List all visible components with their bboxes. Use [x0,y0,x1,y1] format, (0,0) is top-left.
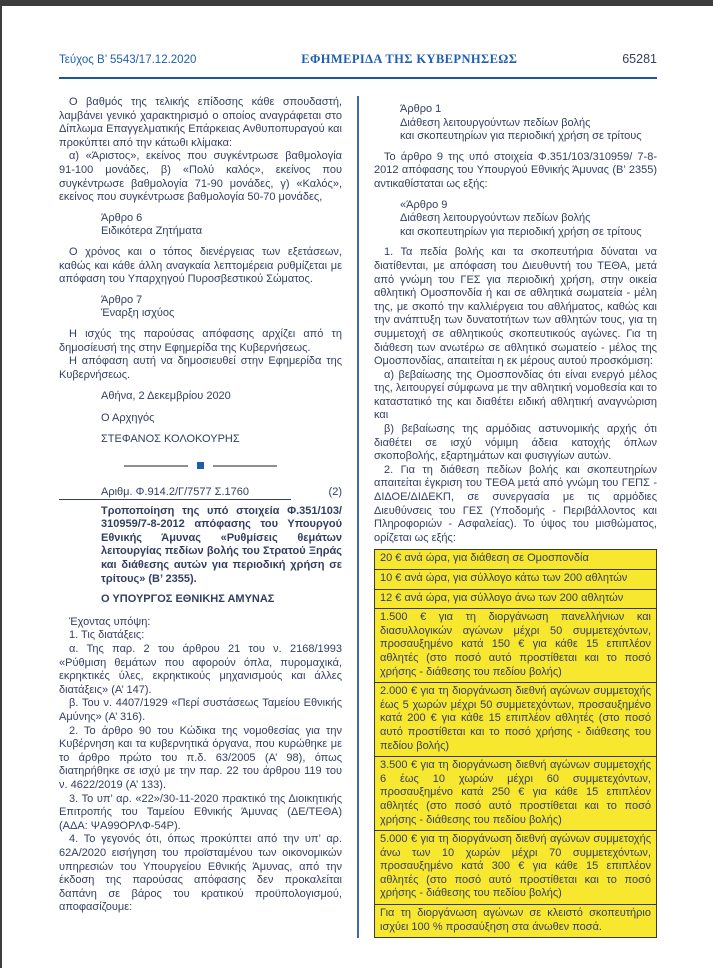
page-header [59,52,657,74]
article-heading [101,212,342,239]
heading-line: Ειδικότερα Ζητήματα [101,225,203,238]
heading-line: Έναρξη ισχύος [101,307,175,320]
content-columns [59,96,657,938]
heading-line: και σκοπευτηρίων για περιοδική χρήση σε τρίτους [400,130,642,143]
paragraph: 3. Το υπ’ αρ. «22»/30-11-2020 πρακτικό της Διοικητικής Επιτροπής του Ταμείου Εθνικής Άμυνας (ΔΕ/ΤΕΘΑ) (ΑΔΑ: ΨΑ99ΟΡΛΦ-54Ρ). [59,792,342,832]
decision-number-text: Αριθμ. Φ.914.2/Γ/7577 Σ.1760 [101,486,249,499]
signature-block [101,390,342,447]
issue-label: Τεύχος Β’ 5543/17.12.2020 [59,54,197,66]
paragraph: α) βεβαίωσης της Ομοσπονδίας ότι είναι ενεργό μέλος της, λειτουργεί σύμφωνα με την αθλητική νομοθεσία και το καταστατικό της και διαθέτει ειδική αθλητική αναγνώριση και [374,368,657,422]
paragraph: Η απόφαση αυτή να δημοσιευθεί στην Εφημερίδα της Κυβερνήσεως. [59,355,342,381]
heading-line: Άρθρο 7 [101,293,143,306]
heading-line: Άρθρο 1 [400,103,442,115]
paragraph: 2. Το άρθρο 90 του Κώδικα της νομοθεσίας για την Κυβέρνηση και τα κυβερνητικά όργανα, που κυρώθηκε με το άρθρο πρώτο του π.δ. 63/2005 (Α’ 98), όπως διατηρήθηκε σε ισχύ με την παρ. 22 του άρθρου 119 του ν. 4622/2019 (Α’ 133). [59,724,342,791]
paragraph: β) βεβαίωσης της αρμόδιας αστυνομικής αρχής ότι διαθέτει σε ισχύ νόμιμη άδεια κατοχής όπλων σκοποβολής, εξαρτημάτων και φυσιγγίων αυτών. [374,423,657,463]
section-divider [59,462,342,469]
paragraph: 1. Τις διατάξεις: [69,629,145,642]
divider-square-icon [197,462,204,469]
decision-index: (2) [328,486,342,499]
heading-line: «Άρθρο 9 [400,198,448,211]
masthead-title: ΕΦΗΜΕΡΙΔΑ ΤΗΣ ΚΥΒΕΡΝΗΣΕΩΣ [301,52,518,66]
paragraph: 1. Τα πεδία βολής και τα σκοπευτήρια δύναται να διατίθενται, με απόφαση του Διευθυντή του ΤΕΘΑ, μετά από γνώμη του ΓΕΣ για περιοδική χρήση, στην οικεία αθλητική Ομοσπονδία ή και σε αθλητικά σωματεία - μέλη της, με σκοπό την καλλιέργεια του αθλήματος, καθώς και την ανάπτυξη των δυνατοτήτων των αθλητών τους, για τη συμμετοχή σε αθλητικούς σκοπευτικούς αγώνες. Για τη διάθεση των ανωτέρω σε αθλητικό σωματείο - μέλος της Ομοσπονδίας, απαιτείται η εκ μέρους αυτού προσκόμιση: [374,246,657,368]
article-heading [400,199,657,240]
fee-row: 5.000 € για τη διοργάνωση διεθνή αγώνων συμμετοχής άνω των 10 χωρών μέχρι 70 συμμετεχόντων, προσαυξημένο κατά 300 € για κάθε 15 επιπλέον αθλητές (στο ποσό αυτό προστίθεται και το ποσό χρήσης - διάθεσης του πεδίου βολής) [374,830,657,905]
fee-table [374,549,657,938]
divider-line [213,465,277,467]
fee-row: 12 € ανά ώρα, για σύλλογο άνω των 200 αθλητών [374,589,657,610]
left-column [59,96,342,938]
signature-line: ΣΤΕΦΑΝΟΣ ΚΟΛΟΚΟΥΡΗΣ [101,433,240,446]
article-heading [400,103,657,144]
decision-title: Τροποποίηση της υπό στοιχεία Φ.351/103/ 310959/7-8-2012 απόφασης του Υπουργού Εθνικής Άμυνας «Ρυθμίσεις θεμάτων λειτουργίας πεδίων βολής του Στρατού Ξηράς και διάθεσης αυτών για περιοδική χρήση σε τρίτους» (Β’ 2355). [101,504,342,585]
paragraph: β. Του ν. 4407/1929 «Περί συστάσεως Ταμείου Εθνικής Αμύνης» (Α’ 316). [59,697,342,723]
paragraph: Η ισχύς της παρούσας απόφασης αρχίζει από τη δημοσίευσή της στην Εφημερίδα της Κυβερνήσεως. [59,327,342,354]
signature-line: Ο Αρχηγός [101,411,155,424]
paragraph: Ο βαθμός της τελικής επίδοσης κάθε σπουδαστή, λαμβάνει γενικό χαρακτηρισμό ο οποίος αναγράφεται στο Δίπλωμα Επαγγελματικής Επάρκειας Ανθυποπυραγού και προκύπτει από την κάτωθι κλίμακα: [59,96,342,149]
heading-line: Διάθεση λειτουργούντων πεδίων βολής [400,212,591,225]
fee-row: 1.500 € για τη διοργάνωση πανελλήνιων και διασυλλογικών αγώνων μέχρι 50 συμμετεχόντων, προσαυξημένο κατά 150 € για κάθε 15 επιπλέον αθλητές (στο ποσό αυτό προστίθεται και το ποσό χρήσης - διάθεσης του πεδίου βολής) [374,608,657,683]
heading-line: και σκοπευτηρίων για περιοδική χρήση σε τρίτους [400,225,642,238]
paragraph: Το άρθρο 9 της υπό στοιχεία Φ.351/103/310959/ 7-8-2012 απόφασης του Υπουργού Εθνικής Άμυνας (Β’ 2355) αντικαθίσταται ως εξής: [374,150,657,190]
column-divider [357,96,359,938]
heading-line: Άρθρο 6 [101,211,143,224]
page-number: 65281 [622,52,657,66]
fee-row: 3.500 € για τη διοργάνωση διεθνή αγώνων συμμετοχής 6 έως 10 χωρών μέχρι 60 συμμετεχόντων, προσαυξημένο κατά 250 € για κάθε 15 επιπλέον αθλητές (στο ποσό αυτό προστίθεται και το ποσό χρήσης - διάθεσης του πεδίου βολής) [374,756,657,831]
decision-number [59,486,342,500]
issuing-authority: Ο ΥΠΟΥΡΓΟΣ ΕΘΝΙΚΗΣ ΑΜΥΝΑΣ [101,593,275,606]
heading-line: Διάθεση λειτουργούντων πεδίων βολής [400,116,591,129]
paragraph: Ο χρόνος και ο τόπος διενέργειας των εξετάσεων, καθώς και κάθε άλλη αναγκαία λεπτομέρεια ρυθμίζεται με απόφαση του Υπαρχηγού Πυροσβεστικού Σώματος. [59,245,342,286]
paragraph: 2. Για τη διάθεση πεδίων βολής και σκοπευτηρίων απαιτείται έγκριση του ΤΕΘΑ μετά από γνώμη του ΓΕΠΣ - ΔΙΔΟΕ/ΔΙΔΕΚΠ, σε συνεργασία με τις αρμόδιες Διευθύνσεις του ΓΕΣ (Υποδομής - Περιβάλλοντος και Πληροφοριών - Ασφαλείας). Το ύψος του μισθώματος, ορίζεται ως εξής: [374,463,657,544]
article-heading [101,294,342,321]
paragraph: 4. Το γεγονός ότι, όπως προκύπτει από την υπ’ αρ. 62Α/2020 εισήγηση του προϊσταμένου των οικονομικών υπηρεσιών του Υπουργείου Εθνικής Άμυνας, από την έκδοση της παρούσας απόφασης δεν προκαλείται δαπάνη σε βάρος του κρατικού προϋπολογισμού, αποφασίζουμε: [59,833,342,914]
fee-row: Για τη διοργάνωση αγώνων σε κλειστό σκοπευτήριο ισχύει 100 % προσαύξηση στα άνωθεν ποσά. [374,904,657,938]
fee-row: 2.000 € για τη διοργάνωση διεθνή αγώνων συμμετοχής έως 5 χωρών μέχρι 50 συμμετεχόντων, προσαυξημένο κατά 200 € για κάθε 15 επιπλέον αθλητές (στο ποσό αυτό προστίθεται και το ποσό χρήσης - διάθεσης του πεδίου βολής) [374,682,657,757]
fee-row: 20 € ανά ώρα, για διάθεση σε Ομοσπονδία [374,549,657,570]
signature-line: Αθήνα, 2 Δεκεμβρίου 2020 [101,390,231,403]
paragraph: α. Της παρ. 2 του άρθρου 21 του ν. 2168/1993 «Ρύθμιση θεμάτων που αφορούν όπλα, πυρομαχικά, εκρηκτικές ύλες, εκρηκτικούς μηχανισμούς και άλλες διατάξεις» (Α’ 147). [59,643,342,696]
fee-row: 10 € ανά ώρα, για σύλλογο κάτω των 200 αθλητών [374,569,657,590]
header-rule [59,77,657,79]
paragraph: Έχοντας υπόψη: [69,615,151,628]
paragraph: α) «Άριστος», εκείνος που συγκέντρωσε βαθμολογία 91-100 μονάδες, β) «Πολύ καλός», εκείνος που συγκέντρωσε βαθμολογία 71-90 μονάδες, γ) «Καλός», εκείνος που συγκέντρωσε βαθμολογία 50-70 μονάδες, [59,150,342,204]
divider-line [124,465,188,467]
right-column [374,96,657,938]
